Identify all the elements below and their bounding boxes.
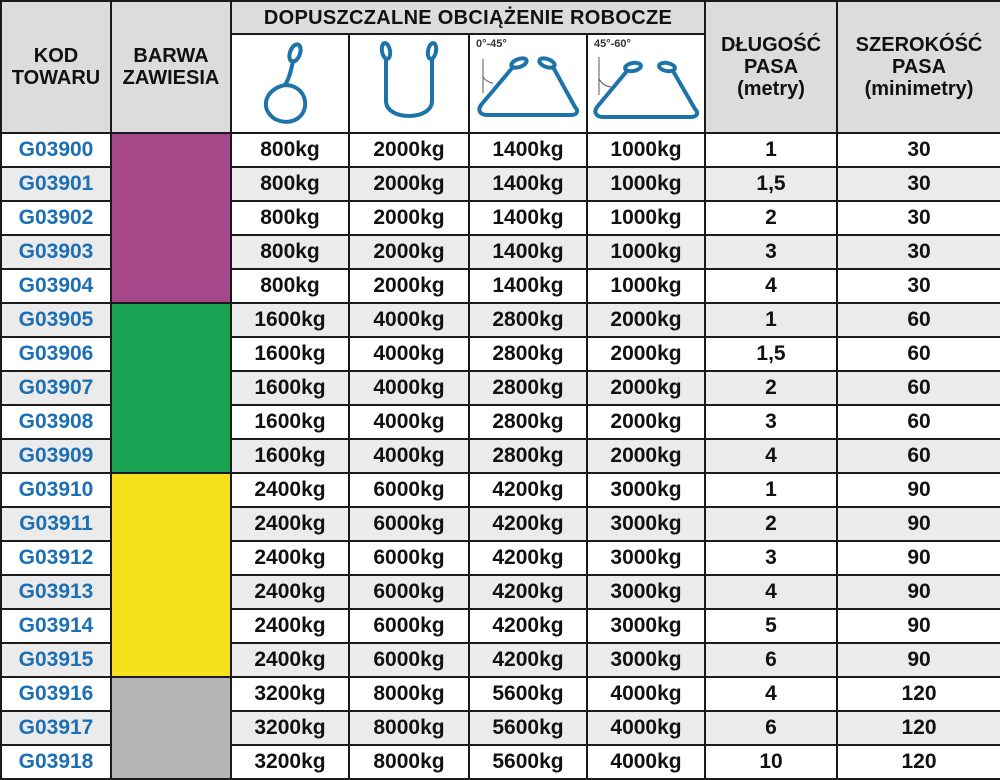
load-0-45: 4200kg <box>469 643 587 677</box>
belt-width: 30 <box>837 167 1000 201</box>
angle-0-45-label: 0°-45° <box>476 38 507 50</box>
load-choke: 3200kg <box>231 677 349 711</box>
belt-width: 60 <box>837 371 1000 405</box>
basket-45-60-icon-cell <box>587 34 705 133</box>
load-choke: 1600kg <box>231 303 349 337</box>
load-choke: 2400kg <box>231 575 349 609</box>
sling-color-swatch <box>111 677 231 779</box>
belt-length: 3 <box>705 235 837 269</box>
product-code: G03918 <box>1 745 111 779</box>
belt-length: 1 <box>705 473 837 507</box>
load-basket: 6000kg <box>349 473 469 507</box>
table-row <box>1 303 1000 337</box>
load-45-60: 1000kg <box>587 167 705 201</box>
load-choke: 2400kg <box>231 643 349 677</box>
belt-width: 30 <box>837 235 1000 269</box>
product-code: G03916 <box>1 677 111 711</box>
belt-length: 4 <box>705 677 837 711</box>
belt-width: 60 <box>837 405 1000 439</box>
belt-length: 1 <box>705 133 837 167</box>
load-basket: 6000kg <box>349 541 469 575</box>
belt-length: 2 <box>705 371 837 405</box>
load-choke: 2400kg <box>231 473 349 507</box>
belt-length: 2 <box>705 201 837 235</box>
load-45-60: 3000kg <box>587 643 705 677</box>
width-header-line2: PASA <box>891 56 947 78</box>
load-basket: 6000kg <box>349 575 469 609</box>
load-0-45: 2800kg <box>469 303 587 337</box>
sling-color-swatch <box>111 133 231 303</box>
load-0-45: 4200kg <box>469 609 587 643</box>
table-body <box>1 133 1000 779</box>
load-basket: 8000kg <box>349 711 469 745</box>
belt-length: 4 <box>705 269 837 303</box>
load-choke: 2400kg <box>231 609 349 643</box>
product-code: G03909 <box>1 439 111 473</box>
product-code: G03901 <box>1 167 111 201</box>
load-choke: 3200kg <box>231 711 349 745</box>
table-row <box>1 133 1000 167</box>
load-0-45: 4200kg <box>469 473 587 507</box>
belt-width: 90 <box>837 473 1000 507</box>
load-header: DOPUSZCZALNE OBCIĄŻENIE ROBOCZE <box>231 1 705 34</box>
load-0-45: 4200kg <box>469 541 587 575</box>
load-choke: 2400kg <box>231 541 349 575</box>
width-header-line1: SZEROKÓŚĆ <box>855 34 983 56</box>
product-code: G03904 <box>1 269 111 303</box>
load-choke: 1600kg <box>231 439 349 473</box>
belt-width: 30 <box>837 201 1000 235</box>
load-0-45: 5600kg <box>469 711 587 745</box>
sling-color-swatch <box>111 473 231 677</box>
load-0-45: 4200kg <box>469 507 587 541</box>
load-45-60: 4000kg <box>587 677 705 711</box>
load-45-60: 2000kg <box>587 303 705 337</box>
belt-width: 90 <box>837 541 1000 575</box>
load-choke: 800kg <box>231 235 349 269</box>
load-45-60: 3000kg <box>587 473 705 507</box>
load-choke: 2400kg <box>231 507 349 541</box>
product-code: G03913 <box>1 575 111 609</box>
color-header-line2: ZAWIESIA <box>122 67 220 89</box>
load-45-60: 1000kg <box>587 269 705 303</box>
belt-length: 1,5 <box>705 167 837 201</box>
product-code: G03914 <box>1 609 111 643</box>
belt-width: 60 <box>837 303 1000 337</box>
load-45-60: 2000kg <box>587 405 705 439</box>
belt-width: 30 <box>837 133 1000 167</box>
load-basket: 4000kg <box>349 439 469 473</box>
load-choke: 1600kg <box>231 405 349 439</box>
width-header <box>837 1 1000 133</box>
load-0-45: 1400kg <box>469 269 587 303</box>
basket-hitch-icon <box>364 39 454 129</box>
product-code: G03911 <box>1 507 111 541</box>
load-45-60: 4000kg <box>587 711 705 745</box>
load-basket: 2000kg <box>349 269 469 303</box>
load-basket: 2000kg <box>349 235 469 269</box>
load-45-60: 3000kg <box>587 507 705 541</box>
color-header-line1: BARWA <box>133 45 209 67</box>
load-basket: 4000kg <box>349 371 469 405</box>
code-header-line2: TOWARU <box>11 67 101 89</box>
product-code: G03906 <box>1 337 111 371</box>
product-code: G03902 <box>1 201 111 235</box>
table-row <box>1 677 1000 711</box>
load-45-60: 3000kg <box>587 575 705 609</box>
belt-length: 6 <box>705 711 837 745</box>
load-0-45: 2800kg <box>469 337 587 371</box>
load-0-45: 1400kg <box>469 167 587 201</box>
belt-width: 90 <box>837 507 1000 541</box>
load-45-60: 2000kg <box>587 439 705 473</box>
length-header <box>705 1 837 133</box>
belt-length: 1,5 <box>705 337 837 371</box>
load-choke: 800kg <box>231 201 349 235</box>
product-code: G03907 <box>1 371 111 405</box>
basket-0-45-icon <box>473 49 583 129</box>
belt-width: 30 <box>837 269 1000 303</box>
belt-length: 2 <box>705 507 837 541</box>
load-45-60: 2000kg <box>587 337 705 371</box>
load-basket: 4000kg <box>349 337 469 371</box>
choke-hitch-icon-cell <box>231 34 349 133</box>
load-basket: 2000kg <box>349 133 469 167</box>
belt-width: 90 <box>837 643 1000 677</box>
load-0-45: 1400kg <box>469 201 587 235</box>
code-header-line1: KOD <box>33 45 79 67</box>
load-basket: 6000kg <box>349 643 469 677</box>
load-0-45: 2800kg <box>469 371 587 405</box>
belt-length: 5 <box>705 609 837 643</box>
belt-width: 120 <box>837 711 1000 745</box>
product-code: G03915 <box>1 643 111 677</box>
load-choke: 1600kg <box>231 371 349 405</box>
product-code: G03908 <box>1 405 111 439</box>
belt-length: 1 <box>705 303 837 337</box>
load-basket: 2000kg <box>349 201 469 235</box>
load-0-45: 4200kg <box>469 575 587 609</box>
product-code: G03910 <box>1 473 111 507</box>
load-45-60: 3000kg <box>587 541 705 575</box>
length-header-line1: DŁUGOŚĆ <box>721 34 822 56</box>
belt-width: 120 <box>837 677 1000 711</box>
belt-width: 60 <box>837 337 1000 371</box>
belt-length: 10 <box>705 745 837 779</box>
load-0-45: 2800kg <box>469 439 587 473</box>
sling-color-swatch <box>111 303 231 473</box>
angle-45-60-label: 45°-60° <box>594 38 631 50</box>
load-basket: 4000kg <box>349 405 469 439</box>
load-45-60: 2000kg <box>587 371 705 405</box>
belt-width: 60 <box>837 439 1000 473</box>
load-0-45: 2800kg <box>469 405 587 439</box>
product-code: G03912 <box>1 541 111 575</box>
load-choke: 1600kg <box>231 337 349 371</box>
load-choke: 800kg <box>231 269 349 303</box>
belt-length: 6 <box>705 643 837 677</box>
belt-length: 3 <box>705 541 837 575</box>
load-45-60: 1000kg <box>587 133 705 167</box>
belt-width: 90 <box>837 575 1000 609</box>
belt-width: 120 <box>837 745 1000 779</box>
basket-hitch-icon-cell <box>349 34 469 133</box>
basket-45-60-icon <box>591 49 701 129</box>
product-code: G03917 <box>1 711 111 745</box>
load-0-45: 1400kg <box>469 235 587 269</box>
load-choke: 3200kg <box>231 745 349 779</box>
load-basket: 6000kg <box>349 507 469 541</box>
load-basket: 8000kg <box>349 677 469 711</box>
load-basket: 2000kg <box>349 167 469 201</box>
code-header <box>1 1 111 133</box>
load-choke: 800kg <box>231 133 349 167</box>
basket-0-45-icon-cell <box>469 34 587 133</box>
product-code: G03903 <box>1 235 111 269</box>
load-45-60: 1000kg <box>587 201 705 235</box>
color-header <box>111 1 231 133</box>
load-0-45: 5600kg <box>469 745 587 779</box>
belt-length: 3 <box>705 405 837 439</box>
product-code: G03905 <box>1 303 111 337</box>
load-0-45: 1400kg <box>469 133 587 167</box>
load-45-60: 4000kg <box>587 745 705 779</box>
length-header-line2: PASA <box>743 56 799 78</box>
load-basket: 4000kg <box>349 303 469 337</box>
length-header-line3: (metry) <box>737 78 805 100</box>
width-header-line3: (minimetry) <box>864 78 974 100</box>
table-row <box>1 473 1000 507</box>
load-45-60: 3000kg <box>587 609 705 643</box>
product-code: G03900 <box>1 133 111 167</box>
load-basket: 6000kg <box>349 609 469 643</box>
belt-length: 4 <box>705 439 837 473</box>
belt-length: 4 <box>705 575 837 609</box>
load-0-45: 5600kg <box>469 677 587 711</box>
load-choke: 800kg <box>231 167 349 201</box>
load-basket: 8000kg <box>349 745 469 779</box>
choke-hitch-icon <box>245 39 335 129</box>
belt-width: 90 <box>837 609 1000 643</box>
load-45-60: 1000kg <box>587 235 705 269</box>
